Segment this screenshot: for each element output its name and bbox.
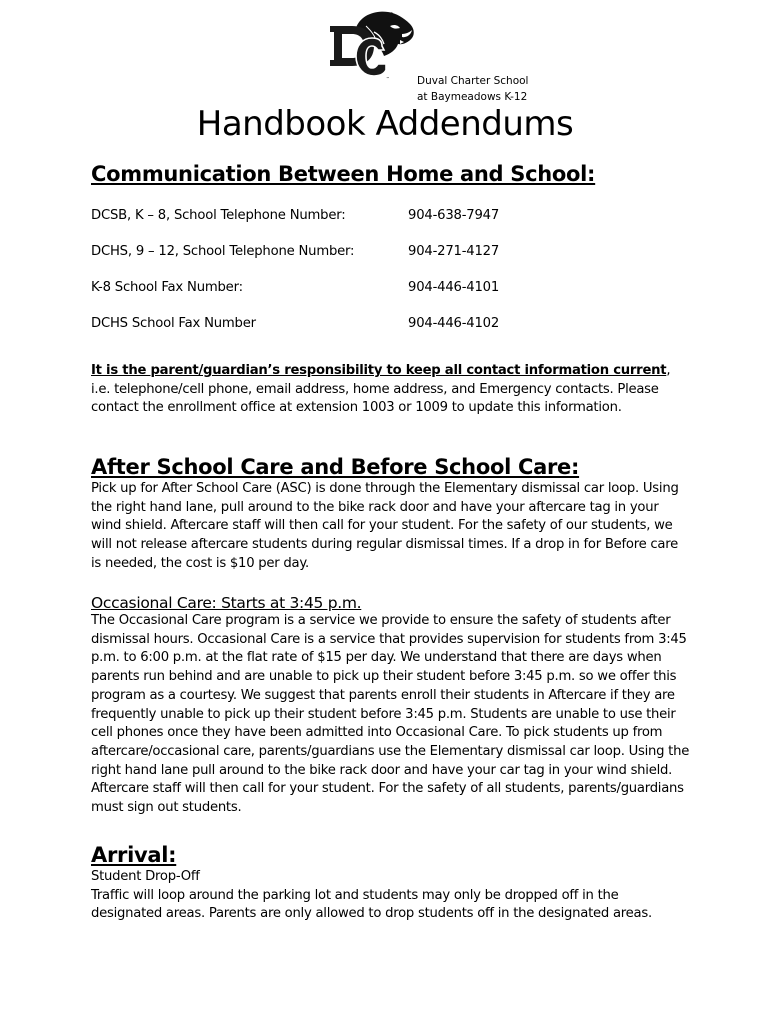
school-name: [417, 74, 528, 105]
fax-label: DCHS School Fax Number: [91, 316, 256, 331]
page-title: Handbook Addendums: [196, 104, 574, 144]
communication-heading: Communication Between Home and School:: [91, 162, 596, 186]
responsibility-paragraph: [91, 362, 691, 418]
responsibility-note: [91, 362, 691, 418]
phone-number: 904-638-7947: [408, 208, 500, 223]
occasional-care-heading: Occasional Care: Starts at 3:45 p.m.: [91, 594, 362, 612]
occasional-care-paragraph: The Occasional Care program is a service we provide to ensure the safety of students after dismissal hours. Occasional Care is a service that provides supervision for students from 3:45 p.m. to 6:00 p.m. at the flat rate of $15 per day. We understand that there are days when parents run behind and are unable to pick up their student before 3:45 p.m. so we offer this program as a courtesy. We suggest that parents enroll their students in Aftercare if they are frequently unable to pick up their student before 3:45 p.m. Students are unable to use their cell phones once they have been admitted into Occasional Care. To pick students up from aftercare/occasional care, parents/guardians use the Elementary dismissal car loop. Using the right hand lane pull around to the bike rack door and have your car tag in your wind shield. Aftercare staff will then call for your student. For the safety of all students, parents/guardians must sign out students.: [91, 613, 690, 816]
phone-number: 904-271-4127: [408, 244, 500, 259]
phone-label: DCSB, K – 8, School Telephone Number:: [91, 208, 346, 223]
phone-label: DCHS, 9 – 12, School Telephone Number:: [91, 244, 355, 259]
school-name-line1: Duval Charter School: [417, 75, 529, 87]
occasional-care-section: [91, 594, 691, 818]
school-logo-panther-dc: [326, 10, 416, 82]
communication-section: [91, 162, 691, 186]
arrival-heading: Arrival:: [91, 843, 177, 867]
responsibility-text: , i.e. telephone/cell phone, email address, home address, and Emergency contacts. Please contact the enrollment office at extension 1003 or 1009 to update this information.: [91, 363, 671, 416]
svg-text:™: ™: [386, 76, 390, 81]
responsibility-emphasis: It is the parent/guardian’s responsibility to keep all contact information current: [91, 363, 667, 378]
after-school-heading: After School Care and Before School Care:: [91, 455, 580, 479]
arrival-paragraph: Traffic will loop around the parking lot and students may only be dropped off in the designated areas. Parents are only allowed to drop students off in the designated areas.: [91, 887, 652, 922]
fax-label: K-8 School Fax Number:: [91, 280, 243, 295]
arrival-subheading: Student Drop-Off: [91, 869, 200, 884]
after-school-paragraph: Pick up for After School Care (ASC) is done through the Elementary dismissal car loop. Using the right hand lane, pull around to the bike rack door and have your aftercare tag in your wind shield. Aftercare staff will then call for your student. For the safety of our students, we will not release aftercare students during regular dismissal times. If a drop in for Before care is needed, the cost is $10 per day.: [91, 481, 679, 571]
fax-number: 904-446-4102: [408, 316, 500, 331]
school-name-line2: at Baymeadows K-12: [417, 90, 528, 103]
arrival-section: [91, 843, 691, 924]
fax-number: 904-446-4101: [408, 280, 500, 295]
after-school-section: [91, 455, 691, 574]
